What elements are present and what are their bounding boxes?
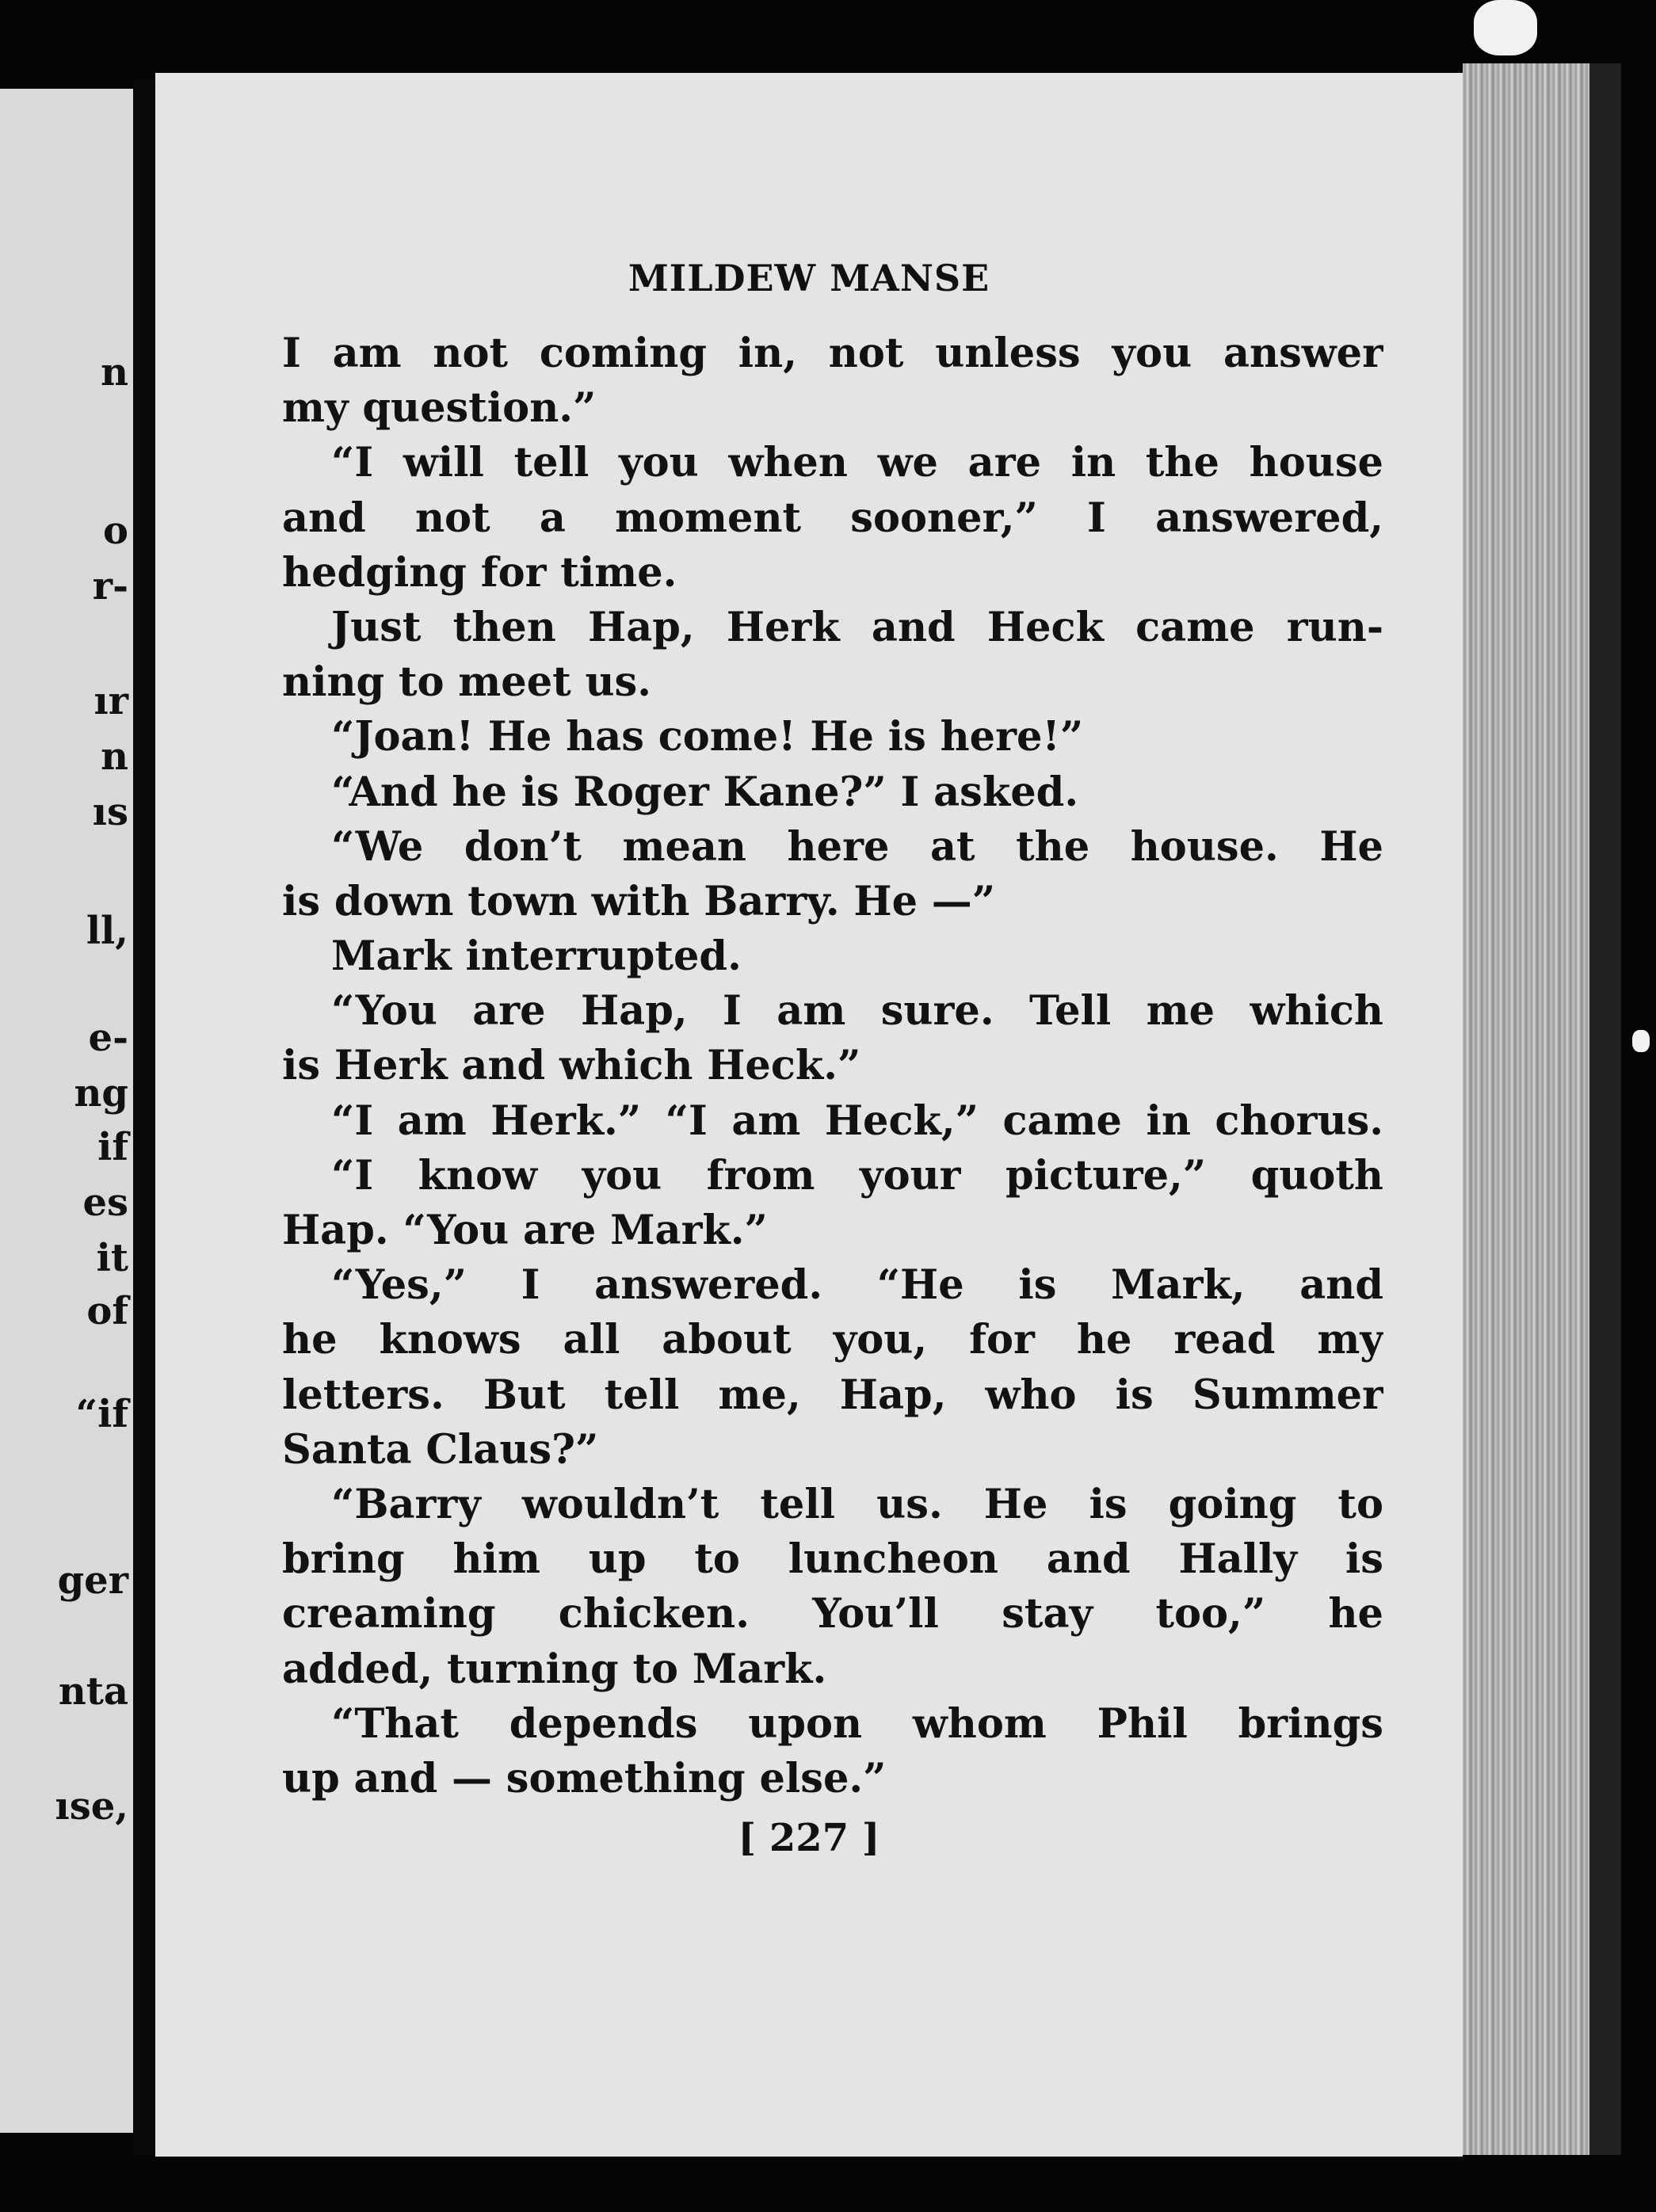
left-page-fragment: ng [74,1071,128,1116]
text-line: “I am Herk.” “I am Heck,” came in chorus. [331,1096,1383,1145]
text-line: and not a moment sooner,” I answered, [282,494,1383,542]
left-page-fragment: nta [58,1669,128,1714]
left-page-fragment: e- [88,1016,128,1060]
body-text [282,326,1383,1806]
running-head: MILDEW MANSE [628,257,990,299]
text-line: Mark interrupted. [331,932,742,981]
text-line: “Joan! He has come! He is here!” [331,713,1084,761]
page-number: [ 227 ] [738,1816,880,1860]
scan-artifact [1632,1030,1650,1052]
text-line: “I will tell you when we are in the house [331,439,1383,487]
text-line: added, turning to Mark. [282,1645,827,1693]
left-page-fragment: it [96,1236,128,1280]
text-line: “We don’t mean here at the house. He [331,822,1383,871]
left-page-fragment: es [82,1180,128,1225]
text-line: letters. But tell me, Hap, who is Summer [282,1371,1383,1419]
book-edge-shadow [1589,63,1621,2155]
text-line: he knows all about you, for he read my [282,1316,1383,1364]
text-line: bring him up to luncheon and Hally is [282,1535,1383,1584]
left-page-fragment: n [101,734,128,779]
left-page-fragment: if [97,1125,128,1169]
text-line: “And he is Roger Kane?” I asked. [331,768,1079,816]
text-line: creaming chicken. You’ll stay too,” he [282,1590,1383,1638]
right-page [155,73,1463,2157]
text-line: “You are Hap, I am sure. Tell me which [331,987,1383,1035]
left-page-fragment: of [86,1289,128,1333]
page-edges [1463,63,1589,2155]
left-page-fragment: ıse, [55,1784,128,1829]
text-line: “I know you from your picture,” quoth [331,1151,1383,1199]
scan-artifact [1474,0,1537,55]
text-line: Hap. “You are Mark.” [282,1207,768,1254]
text-line: “Yes,” I answered. “He is Mark, and [331,1261,1383,1310]
text-line: up and — something else.” [282,1754,887,1802]
text-line: is down town with Barry. He —” [282,877,996,925]
left-page-fragment: ger [57,1558,128,1603]
text-line: “That depends upon whom Phil brings [331,1699,1383,1748]
text-line: I am not coming in, not unless you answer [282,330,1383,377]
left-page-fragment: n [101,350,128,395]
left-page-fragment: ır [93,679,128,723]
text-line: “Barry wouldn’t tell us. He is going to [331,1480,1383,1528]
text-line: Santa Claus?” [282,1425,599,1474]
left-page-fragment: r- [92,564,128,608]
book-gutter [133,79,155,2155]
left-page-fragment: ıs [92,790,128,834]
left-page-fragment: o [102,509,128,553]
left-page-fragment: “if [75,1392,128,1436]
left-page-fragment: ll, [86,909,128,953]
text-line: ning to meet us. [282,658,651,707]
text-line: my question.” [282,384,597,433]
left-page-edge [0,89,133,2133]
text-line: Just then Hap, Herk and Heck came run- [331,603,1383,651]
text-line: hedging for time. [282,548,677,597]
text-line: is Herk and which Heck.” [282,1042,861,1090]
